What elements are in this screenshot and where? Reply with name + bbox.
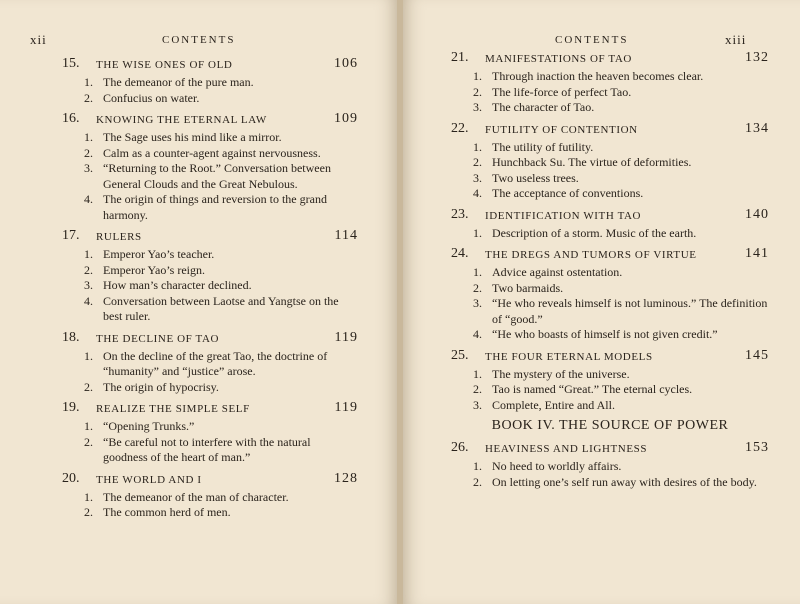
book-heading: BOOK IV. THE SOURCE OF POWER	[491, 418, 729, 433]
subsection-text: Two barmaids.	[492, 280, 564, 295]
chapter-title: RULERS	[96, 231, 142, 243]
running-head-right: CONTENTS	[555, 34, 629, 46]
subsection-number: 2.	[84, 505, 93, 519]
subsection-text: Description of a storm. Music of the earth.	[492, 225, 697, 240]
chapter-heading-row	[62, 400, 358, 419]
chapter-entry	[451, 207, 769, 242]
subsection-item	[62, 294, 358, 325]
subsection-number: 1.	[473, 459, 482, 473]
chapter-number: 24.	[451, 246, 469, 261]
chapter-title: THE FOUR ETERNAL MODELS	[485, 350, 653, 363]
subsection-number: 1.	[473, 225, 482, 240]
subsection-text: “He who boasts of himself is not given credit.”	[492, 327, 718, 341]
chapter-entry	[451, 50, 769, 116]
subsection-item	[451, 140, 769, 156]
chapter-page-number: 119	[334, 329, 358, 345]
chapter-entry	[62, 471, 358, 521]
chapter-page-number: 153	[745, 440, 769, 455]
chapter-number: 22.	[451, 120, 469, 136]
subsection-number: 1.	[84, 75, 93, 89]
chapter-heading-row	[451, 121, 769, 140]
subsection-number: 4.	[84, 192, 93, 206]
chapter-number: 15.	[62, 56, 80, 71]
subsection-number: 4.	[84, 293, 93, 308]
subsection-text: Emperor Yao’s reign.	[103, 262, 205, 277]
chapter-entry	[62, 400, 358, 466]
subsection-item	[62, 349, 358, 380]
subsection-text: Through inaction the heaven becomes clear.	[492, 69, 704, 83]
chapter-page-number: 109	[334, 111, 358, 126]
chapter-heading-row	[451, 348, 769, 367]
chapter-heading-row	[62, 56, 358, 75]
subsection-item	[451, 85, 769, 101]
subsection-item	[451, 265, 769, 281]
chapter-heading-row	[451, 50, 769, 69]
subsection-item	[62, 380, 358, 396]
subsection-text: Calm as a counter-agent against nervousness.	[103, 145, 321, 160]
chapter-title: THE WISE ONES OF OLD	[96, 59, 233, 71]
subsection-item	[451, 226, 769, 242]
chapter-title: MANIFESTATIONS OF TAO	[485, 53, 632, 65]
subsection-number: 3.	[84, 278, 93, 292]
chapter-entry	[62, 56, 358, 106]
subsection-text: Tao is named “Great.” The eternal cycles.	[492, 382, 693, 396]
left-page	[0, 0, 397, 604]
subsection-text: The common herd of men.	[103, 505, 231, 519]
subsection-item	[451, 69, 769, 85]
subsection-number: 3.	[84, 161, 93, 175]
subsection-number: 3.	[473, 170, 482, 185]
subsection-text: The demeanor of the man of character.	[103, 489, 289, 504]
subsection-text: On the decline of the great Tao, the doctrine of “humanity” and “justice” arose.	[103, 348, 328, 378]
subsection-item	[62, 130, 358, 146]
subsection-text: “Returning to the Root.” Conversation between General Clouds and the Great Nebulous.	[103, 161, 331, 191]
subsection-number: 1.	[84, 419, 93, 433]
subsection-text: The Sage uses his mind like a mirror.	[103, 130, 282, 144]
chapter-entry	[451, 246, 769, 343]
subsection-text: The demeanor of the pure man.	[103, 75, 254, 89]
subsection-text: The origin of things and reversion to the grand harmony.	[103, 192, 327, 222]
subsection-item	[451, 296, 769, 327]
chapter-number: 21.	[451, 50, 469, 65]
subsection-number: 3.	[473, 100, 482, 114]
subsection-text: Confucius on water.	[103, 90, 200, 105]
chapter-page-number: 132	[745, 50, 769, 65]
page-number-xii: xii	[30, 32, 47, 47]
chapter-heading-row	[451, 440, 769, 459]
chapter-page-number: 106	[334, 56, 358, 71]
subsection-item	[451, 382, 769, 398]
chapter-title: FUTILITY OF CONTENTION	[485, 123, 638, 136]
subsection-number: 1.	[84, 130, 93, 144]
chapter-title: THE WORLD AND I	[96, 473, 202, 486]
subsection-text: The origin of hypocrisy.	[103, 379, 219, 394]
subsection-text: Hunchback Su. The virtue of deformities.	[492, 155, 692, 169]
chapter-heading-row	[62, 471, 358, 490]
subsection-number: 2.	[84, 379, 93, 394]
running-head-left: CONTENTS	[162, 34, 236, 46]
chapter-entry	[62, 330, 358, 396]
chapter-entry	[451, 121, 769, 202]
chapter-page-number: 140	[745, 206, 769, 222]
chapter-entry	[451, 348, 769, 414]
chapter-title: HEAVINESS AND LIGHTNESS	[485, 443, 648, 455]
chapter-number: 16.	[62, 111, 80, 126]
subsection-number: 2.	[84, 262, 93, 277]
chapter-number: 26.	[451, 440, 469, 455]
subsection-item	[62, 146, 358, 162]
chapter-page-number: 119	[334, 400, 358, 415]
subsection-item	[62, 192, 358, 223]
subsection-item	[62, 505, 358, 521]
subsection-text: The life-force of perfect Tao.	[492, 84, 632, 99]
subsection-number: 2.	[84, 145, 93, 160]
subsection-text: Advice against ostentation.	[492, 265, 623, 279]
subsection-text: Conversation between Laotse and Yangtse on the best ruler.	[103, 293, 339, 323]
subsection-text: The mystery of the universe.	[492, 366, 630, 381]
subsection-text: Complete, Entire and All.	[492, 397, 615, 412]
subsection-number: 1.	[473, 366, 482, 381]
chapter-heading-row	[62, 111, 358, 130]
page-number-xiii: xiii	[725, 32, 747, 47]
subsection-number: 2.	[473, 84, 482, 99]
chapter-page-number: 141	[745, 246, 769, 261]
subsection-item	[62, 278, 358, 294]
chapter-title: IDENTIFICATION WITH TAO	[485, 209, 642, 222]
subsection-item	[62, 161, 358, 192]
chapter-title: KNOWING THE ETERNAL LAW	[96, 114, 267, 126]
subsection-item	[62, 419, 358, 435]
subsection-number: 3.	[473, 397, 482, 412]
subsection-text: On letting one’s self run away with desires of the body.	[492, 474, 757, 489]
subsection-text: “Be careful not to interfere with the natural goodness of the heart of man.”	[103, 434, 311, 464]
chapter-page-number: 114	[334, 228, 358, 243]
chapter-heading-row	[62, 228, 358, 247]
right-contents-list	[451, 50, 769, 495]
subsection-item	[62, 490, 358, 506]
chapter-entry	[62, 111, 358, 223]
chapter-heading-row	[451, 207, 769, 226]
subsection-number: 2.	[473, 280, 482, 295]
subsection-number: 1.	[84, 348, 93, 363]
subsection-item	[62, 91, 358, 107]
subsection-text: The character of Tao.	[492, 100, 595, 114]
subsection-number: 1.	[473, 265, 482, 279]
subsection-number: 4.	[473, 186, 482, 200]
subsection-item	[451, 100, 769, 116]
chapter-page-number: 145	[745, 347, 769, 363]
subsection-item	[451, 475, 769, 491]
subsection-item	[451, 155, 769, 171]
subsection-text: “Opening Trunks.”	[103, 419, 195, 433]
subsection-number: 2.	[84, 90, 93, 105]
subsection-item	[451, 281, 769, 297]
subsection-item	[451, 171, 769, 187]
subsection-number: 1.	[84, 489, 93, 504]
chapter-number: 18.	[62, 329, 80, 345]
subsection-number: 2.	[473, 155, 482, 169]
subsection-number: 2.	[84, 434, 93, 449]
right-page	[403, 0, 800, 604]
subsection-text: How man’s character declined.	[103, 278, 252, 292]
subsection-number: 1.	[473, 139, 482, 154]
subsection-number: 2.	[473, 474, 482, 489]
chapter-title: THE DECLINE OF TAO	[96, 332, 220, 345]
subsection-number: 1.	[473, 69, 482, 83]
subsection-item	[62, 435, 358, 466]
subsection-number: 2.	[473, 382, 482, 396]
chapter-number: 17.	[62, 228, 80, 243]
subsection-text: “He who reveals himself is not luminous.” The definition of “good.”	[492, 296, 768, 326]
subsection-item	[62, 263, 358, 279]
subsection-number: 3.	[473, 296, 482, 310]
chapter-number: 25.	[451, 347, 469, 363]
subsection-item	[451, 398, 769, 414]
chapter-title: REALIZE THE SIMPLE SELF	[96, 403, 250, 415]
chapter-number: 19.	[62, 400, 80, 415]
subsection-text: The acceptance of conventions.	[492, 186, 644, 200]
subsection-text: Two useless trees.	[492, 170, 579, 185]
chapter-title: THE DREGS AND TUMORS OF VIRTUE	[485, 249, 697, 261]
subsection-text: No heed to worldly affairs.	[492, 459, 622, 473]
subsection-item	[451, 459, 769, 475]
subsection-item	[451, 186, 769, 202]
chapter-number: 23.	[451, 206, 469, 222]
chapter-entry	[62, 228, 358, 325]
subsection-number: 4.	[473, 327, 482, 341]
left-contents-list	[62, 56, 358, 526]
chapter-page-number: 128	[334, 470, 358, 486]
subsection-text: Emperor Yao’s teacher.	[103, 247, 215, 261]
chapter-entry	[451, 440, 769, 490]
subsection-item	[62, 247, 358, 263]
chapter-number: 20.	[62, 470, 80, 486]
subsection-item	[62, 75, 358, 91]
chapter-page-number: 134	[745, 120, 769, 136]
subsection-text: The utility of futility.	[492, 139, 594, 154]
subsection-item	[451, 367, 769, 383]
chapter-heading-row	[451, 246, 769, 265]
subsection-number: 1.	[84, 247, 93, 261]
chapter-heading-row	[62, 330, 358, 349]
subsection-item	[451, 327, 769, 343]
